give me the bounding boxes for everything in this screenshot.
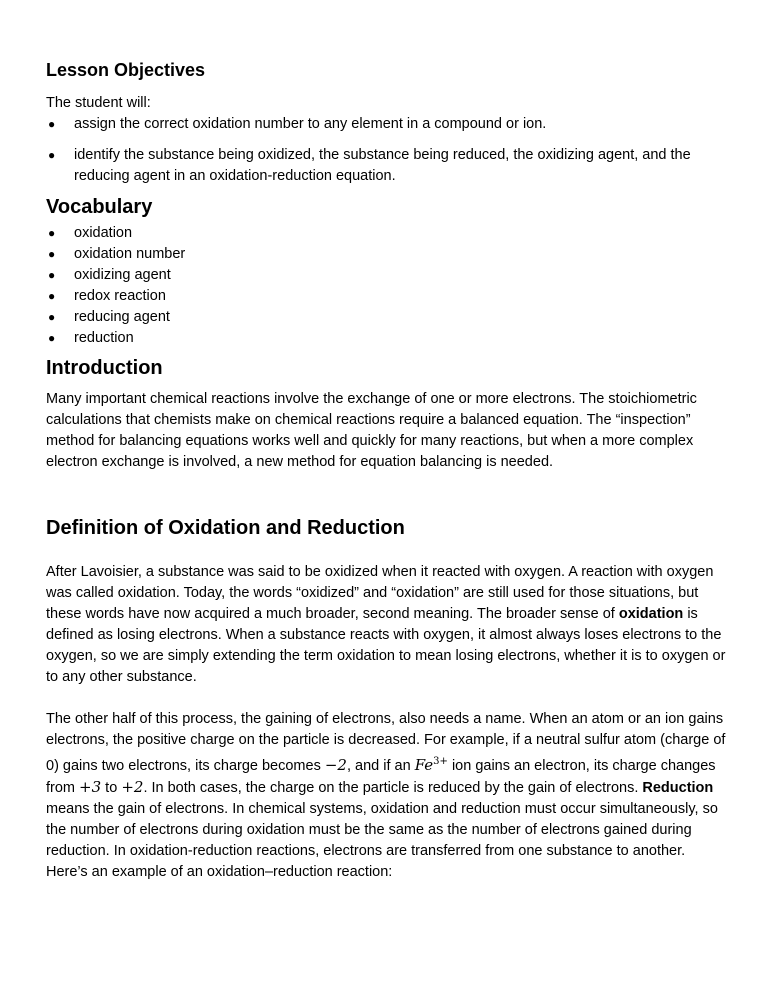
math-plus-three: +3 xyxy=(79,778,102,796)
definition-heading: Definition of Oxidation and Reduction xyxy=(46,517,405,539)
list-item: ● redox reaction xyxy=(46,286,726,307)
objectives-intro: The student will: xyxy=(46,95,151,111)
list-item: ● oxidizing agent xyxy=(46,265,726,286)
objectives-list xyxy=(46,114,726,197)
bullet-icon: ● xyxy=(48,331,56,345)
introduction-paragraph: Many important chemical reactions involve the exchange of one or more electrons. The stoichiometric calculations that chemists make on chemical reactions require a balanced equation. The “inspection” method for balancing equations works well and quickly for many reactions, but when a more complex electron exchange is involved, a new method for equation balancing is needed. xyxy=(46,391,697,470)
list-item: ● oxidation xyxy=(46,223,726,244)
math-fe-ion: $Fe^{3+}$ xyxy=(414,756,448,774)
list-item: ● reducing agent xyxy=(46,307,726,328)
math-plus-two: +2 xyxy=(121,778,144,796)
definition-paragraph-1: After Lavoisier, a substance was said to be oxidized when it reacted with oxygen. A reaction with oxygen was called oxidation. Today, the words “oxidized” and “oxidation” are still used for those situations, but these words have now acquired a much broader, second meaning. The broader sense of oxidation is defined as losing electrons. When a substance reacts with oxygen, it almost always loses electrons to the oxygen, so we are simply extending the term oxidation to mean losing electrons, whether it is to oxygen or to any other substance. xyxy=(46,564,726,685)
vocabulary-list xyxy=(46,223,726,349)
bullet-icon: ● xyxy=(48,289,56,303)
math-minus-two: −2 xyxy=(324,756,347,774)
introduction-heading: Introduction xyxy=(46,357,163,379)
list-item: ● oxidation number xyxy=(46,244,726,265)
bullet-icon: ● xyxy=(48,226,56,240)
bullet-icon: ● xyxy=(48,247,56,261)
bullet-icon: ● xyxy=(48,268,56,282)
bullet-icon: ● xyxy=(48,117,56,131)
list-item: ● assign the correct oxidation number to any element in a compound or ion. xyxy=(46,114,726,135)
oxidation-term: oxidation xyxy=(618,606,684,622)
reduction-term: Reduction xyxy=(642,780,714,796)
definition-paragraph-2: The other half of this process, the gaining of electrons, also needs a name. When an atom or an ion gains electrons, the positive charge on the particle is decreased. For example, if a neutral sulfur atom (charge of 0) gains two electrons, its charge becomes −2, and if an $Fe^{3+}$ ion gains an electron, its charge changes from +3 to +2. In both cases, the charge on the particle is reduced by the gain of electrons. Reduction means the gain of electrons. In chemical systems, oxidation and reduction must occur simultaneously, so the number of electrons during oxidation must be the same as the number of electrons gained during reduction. In oxidation-reduction reactions, electrons are transferred from one substance to another. Here’s an example of an oxidation–reduction reaction: xyxy=(46,711,726,880)
list-item: ● reduction xyxy=(46,328,726,349)
bullet-icon: ● xyxy=(48,148,56,162)
list-item: ● identify the substance being oxidized, the substance being reduced, the oxidizing agent, and the reducing agent in an oxidation-reduction equation. xyxy=(48,147,691,184)
bullet-icon: ● xyxy=(48,310,56,324)
lesson-objectives-heading: Lesson Objectives xyxy=(46,60,206,80)
vocabulary-heading: Vocabulary xyxy=(46,196,153,218)
